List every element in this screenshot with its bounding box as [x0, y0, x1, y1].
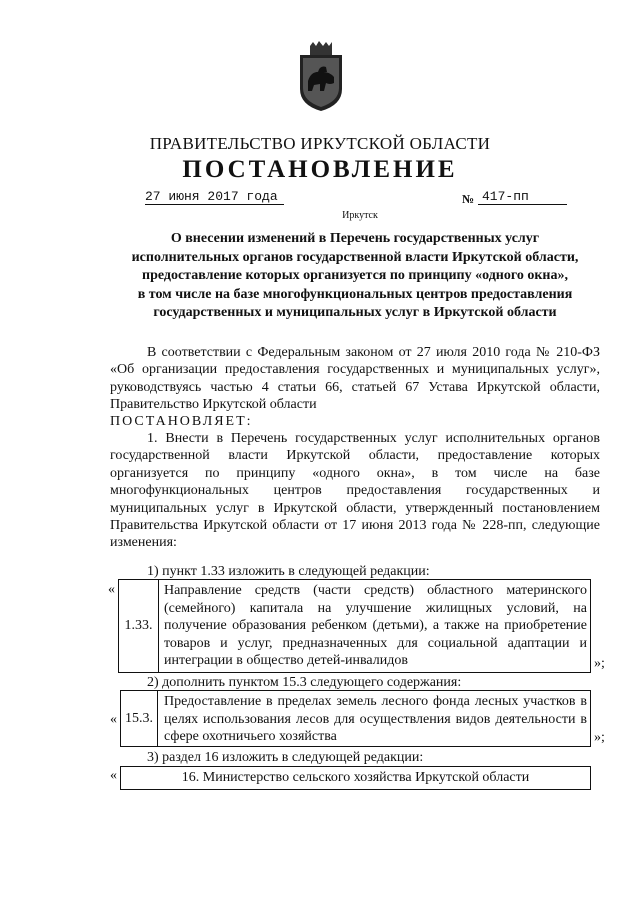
item-2-text: Предоставление в пределах земель лесного фонда лесных участков в целях использования лесов для осуществления видов деятельности в сфере охотничьего хозяйства — [164, 694, 587, 745]
resolves-word: ПОСТАНОВЛЯЕТ: — [110, 414, 253, 429]
item-3-quote-open: « — [110, 768, 117, 783]
city-name: Иркутск — [342, 210, 378, 221]
title-line: предоставление которых организуется по принципу «одного окна», — [142, 268, 568, 284]
item-1-text: Направление средств (части средств) областного материнского (семейного) капитала на улучшение жилищных условий, на получение образования ребенком (детьми), а также на приобретение товаров и услуг, предназначенных для социальной адаптации и интеграции в общество детей-инвалидов — [164, 583, 587, 669]
title-line: О внесении изменений в Перечень государственных услуг — [170, 231, 540, 246]
item-3-box — [120, 766, 591, 790]
item-1-quote-close: »; — [594, 656, 605, 671]
item-2-quote-close: »; — [594, 730, 605, 745]
item-2-quote-open: « — [110, 712, 117, 727]
item-3-label: 3) раздел 16 изложить в следующей редакции: — [147, 750, 424, 765]
government-name: ПРАВИТЕЛЬСТВО ИРКУТСКОЙ ОБЛАСТИ — [149, 134, 491, 153]
item-2-number: 15.3. — [121, 691, 158, 746]
number-label: № — [462, 192, 475, 206]
document-type: ПОСТАНОВЛЕНИЕ — [182, 156, 458, 183]
item-3-text: 16. Министерство сельского хозяйства Иркутской области — [181, 770, 530, 785]
point-1-paragraph: 1. Внести в Перечень государственных услуг исполнительных органов государственной власти Иркутской области, предоставление которых организуется по принципу «одного окна», в том числе на базе многофункциональных центров предоставления государственных и муниципальных услуг в Иркутской области, утвержденный постановлением Правительства Иркутской области от 17 июня 2013 года № 228-пп, следующие изменения: — [110, 431, 600, 551]
item-2-label: 2) дополнить пунктом 15.3 следующего содержания: — [147, 675, 462, 690]
decree-date: 27 июня 2017 года — [145, 190, 284, 205]
document-title — [110, 230, 600, 323]
item-1-box — [118, 579, 591, 673]
title-line: в том числе на базе многофункциональных центров предоставления — [137, 286, 573, 302]
item-1-number: 1.33. — [119, 580, 159, 672]
preamble-paragraph: В соответствии с Федеральным законом от 27 июля 2010 года № 210-ФЗ «Об организации предоставления государственных и муниципальных услуг», руководствуясь частью 4 статьи 66, статьей 67 Устава Иркутской области, Правительство Иркутской области — [110, 345, 600, 413]
item-1-label: 1) пункт 1.33 изложить в следующей редакции: — [147, 564, 430, 579]
title-line: государственных и муниципальных услуг в Иркутской области — [153, 305, 557, 321]
decree-number: 417-пп — [478, 190, 567, 205]
coat-of-arms-icon — [296, 41, 346, 113]
title-line: исполнительных органов государственной власти Иркутской области, — [131, 249, 579, 265]
item-2-box — [120, 690, 591, 747]
item-1-quote-open: « — [108, 582, 115, 597]
